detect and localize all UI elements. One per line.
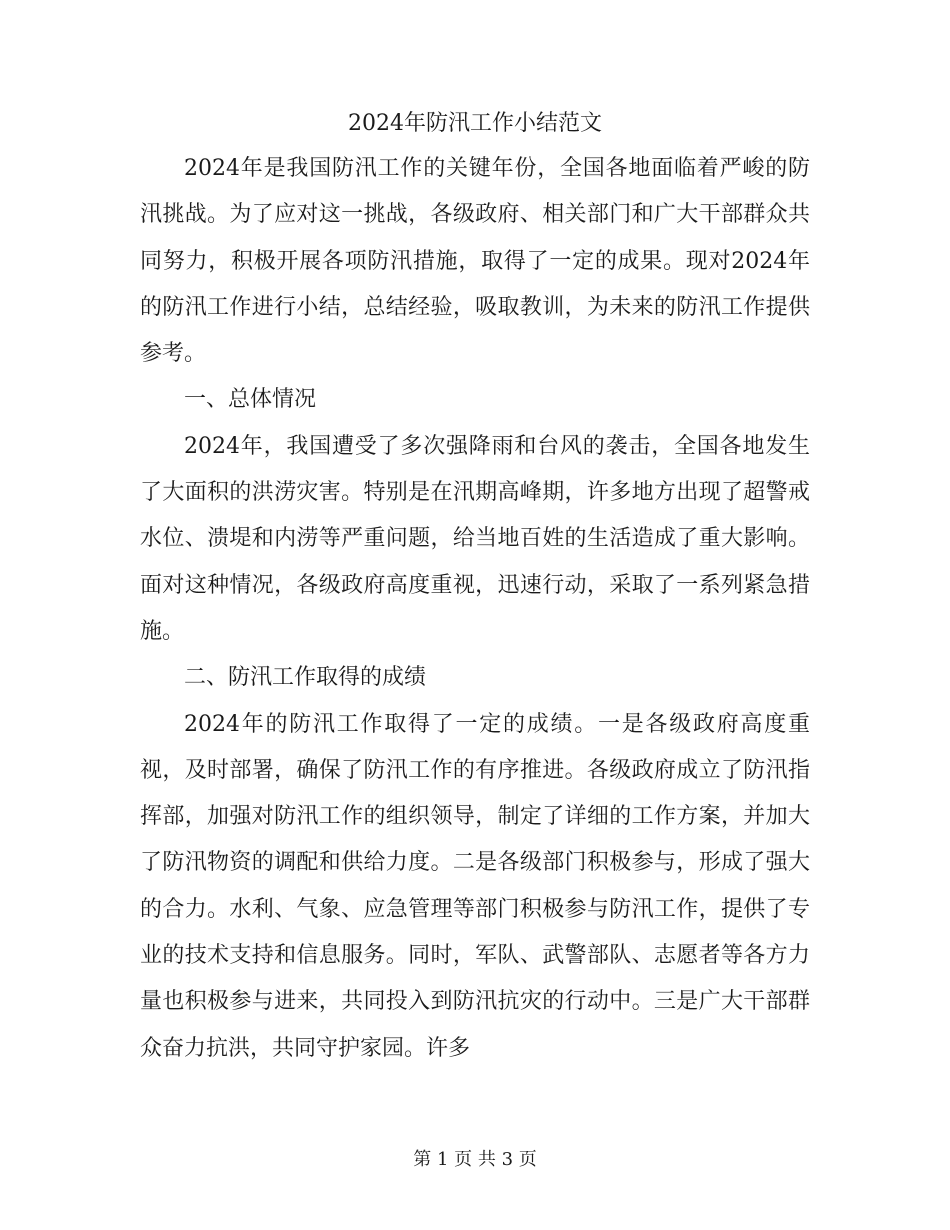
- page-footer: 第 1 页 共 3 页: [413, 1149, 537, 1170]
- intro-paragraph: 2024年是我国防汛工作的关键年份，全国各地面临着严峻的防汛挑战。为了应对这一挑战，各级政府、相关部门和广大干部群众共同努力，积极开展各项防汛措施，取得了一定的成果。现对2024年的防汛工作进行小结，总结经验，吸取教训，为未来的防汛工作提供参考。: [140, 156, 810, 367]
- section-heading-overview: 一、总体情况: [184, 387, 317, 413]
- section-heading-achievements: 二、防汛工作取得的成绩: [184, 665, 427, 691]
- document-title: 2024年防汛工作小结范文: [348, 111, 602, 136]
- overview-paragraph: 2024年，我国遭受了多次强降雨和台风的袭击，全国各地发生了大面积的洪涝灾害。特别是在汛期高峰期，许多地方出现了超警戒水位、溃堤和内涝等严重问题，给当地百姓的生活造成了重大影响。面对这种情况，各级政府高度重视，迅速行动，采取了一系列紧急措施。: [140, 433, 810, 644]
- achievements-paragraph: 2024年的防汛工作取得了一定的成绩。一是各级政府高度重视，及时部署，确保了防汛工作的有序推进。各级政府成立了防汛指挥部，加强对防汛工作的组织领导，制定了详细的工作方案，并加大了防汛物资的调配和供给力度。二是各级部门积极参与，形成了强大的合力。水利、气象、应急管理等部门积极参与防汛工作，提供了专业的技术支持和信息服务。同时，军队、武警部队、志愿者等各方力量也积极参与进来，共同投入到防汛抗灾的行动中。三是广大干部群众奋力抗洪，共同守护家园。许多: [140, 711, 810, 1061]
- document-body: [140, 146, 810, 1072]
